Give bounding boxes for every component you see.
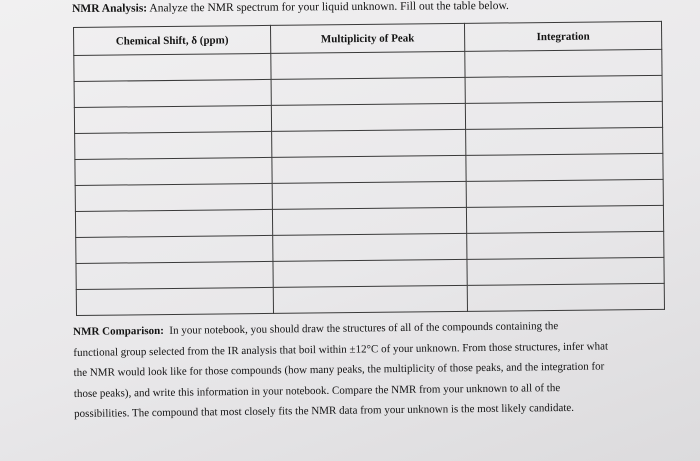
integration-cell[interactable] [466, 205, 663, 233]
chemical-shift-cell[interactable] [76, 235, 273, 263]
chemical-shift-cell[interactable] [74, 53, 271, 81]
nmr-data-table [73, 21, 665, 316]
multiplicity-cell[interactable] [273, 285, 467, 313]
table-row [76, 283, 664, 315]
chemical-shift-cell[interactable] [75, 209, 272, 237]
chemical-shift-cell[interactable] [76, 261, 273, 289]
multiplicity-cell[interactable] [271, 103, 465, 131]
nmr-comparison-paragraph [73, 315, 686, 425]
nmr-analysis-label: NMR Analysis: [72, 2, 148, 15]
multiplicity-cell[interactable] [272, 181, 466, 209]
chemical-shift-header: Chemical Shift, δ (ppm) [74, 25, 271, 55]
chemical-shift-cell[interactable] [74, 79, 271, 107]
integration-cell[interactable] [465, 75, 662, 103]
table-body [74, 49, 665, 315]
integration-cell[interactable] [465, 49, 662, 77]
multiplicity-cell[interactable] [271, 51, 465, 79]
comparison-line: those peaks), and write this information in your notebook. Compare the NMR from your unknown to all of the [73, 381, 561, 400]
integration-cell[interactable] [467, 257, 664, 285]
comparison-line: the NMR would look like for those compounds (how many peaks, the multiplicity of those peaks, and the integration for [73, 360, 605, 379]
integration-cell[interactable] [467, 231, 664, 259]
multiplicity-cell[interactable] [271, 77, 465, 105]
chemical-shift-cell[interactable] [75, 131, 272, 159]
nmr-table-container [73, 21, 664, 310]
chemical-shift-cell[interactable] [75, 183, 272, 211]
chemical-shift-cell[interactable] [76, 287, 273, 315]
multiplicity-cell[interactable] [273, 259, 467, 287]
multiplicity-header: Multiplicity of Peak [270, 23, 464, 53]
multiplicity-cell[interactable] [272, 155, 466, 183]
integration-cell[interactable] [465, 101, 662, 129]
chemical-shift-cell[interactable] [74, 105, 271, 133]
integration-cell[interactable] [466, 127, 663, 155]
integration-header: Integration [464, 21, 661, 51]
multiplicity-cell[interactable] [272, 129, 466, 157]
integration-cell[interactable] [466, 153, 663, 181]
integration-cell[interactable] [467, 283, 664, 311]
comparison-line: possibilities. The compound that most closely fits the NMR data from your unknown is the most likely candidate. [74, 401, 575, 420]
comparison-line-text: In your notebook, you should draw the structures of all of the compounds containing the [169, 320, 559, 337]
comparison-line: functional group selected from the IR analysis that boil within ±12°C of your unknown. From those structures, infer what [73, 339, 609, 359]
chemical-shift-cell[interactable] [75, 157, 272, 185]
integration-cell[interactable] [466, 179, 663, 207]
nmr-analysis-text: Analyze the NMR spectrum for your liquid unknown. Fill out the table below. [149, 0, 509, 15]
nmr-analysis-instructions [72, 0, 509, 15]
multiplicity-cell[interactable] [272, 207, 466, 235]
multiplicity-cell[interactable] [273, 233, 467, 261]
nmr-comparison-label: NMR Comparison: [73, 324, 164, 338]
